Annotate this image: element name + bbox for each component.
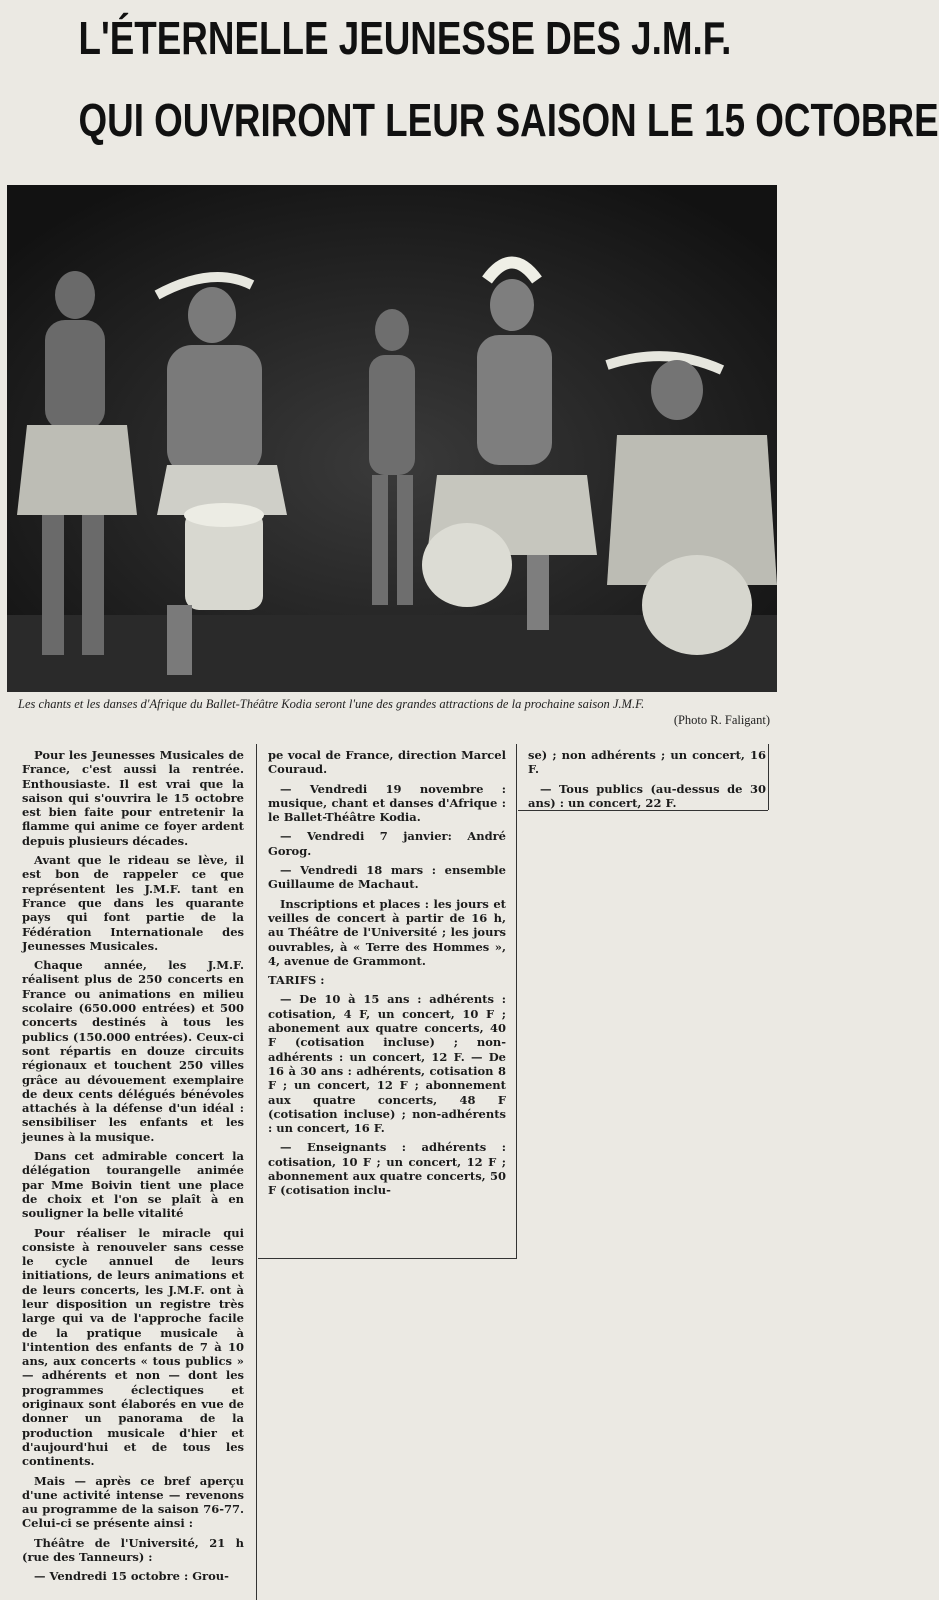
headline-line-1: L'ÉTERNELLE JEUNESSE DES J.M.F. xyxy=(78,12,732,64)
paragraph: Théâtre de l'Université, 21 h (rue des Tanneurs) : xyxy=(22,1535,244,1565)
photo-illustration xyxy=(7,185,777,692)
column-end-rule xyxy=(518,810,768,811)
paragraph: — Enseignants : adhérents : cotisation, 10 F ; un concert, 12 F ; abonnement aux quatre concerts, 50 F (cotisation inclu- xyxy=(268,1140,506,1198)
paragraph: Mais — après ce bref aperçu d'une activité intense — revenons au programme de la saison 76-77. Celui-ci se présente ainsi : xyxy=(22,1473,244,1531)
column-rule xyxy=(516,744,517,1259)
paragraph: — De 10 à 15 ans : adhérents : cotisation, 4 F, un concert, 10 F ; abonement aux quatre concerts, 40 F (cotisation incluse) ; non-adhérents : un concert, 12 F. — De 16 à 30 ans : adhérents, cotisation 8 F ; un concert, 12 F ; abonnement aux quatre concerts, 48 F (cotisation incluse) ; non-adhérents : un concert, 16 F. xyxy=(268,992,506,1136)
paragraph: Avant que le rideau se lève, il est bon de rappeler ce que représentent les J.M.F. tant en France que dans les quarante pays qui font partie de la Fédération Internationale des Jeunesses Musicales. xyxy=(22,853,244,953)
headline-line-2: QUI OUVRIRONT LEUR SAISON LE 15 OCTOBRE xyxy=(78,94,939,146)
photo-caption: Les chants et les danses d'Afrique du Ballet-Théâtre Kodia seront l'une des grandes attractions de la prochaine saison J.M.F. xyxy=(18,697,645,711)
paragraph: — Tous publics (au-dessus de 30 ans) : un concert, 22 F. xyxy=(528,781,766,810)
tarifs-heading: TARIFS : xyxy=(268,973,325,988)
paragraph: — Vendredi 19 novembre : musique, chant et danses d'Afrique : le Ballet-Théâtre Kodia. xyxy=(268,781,506,825)
paragraph: — Vendredi 7 janvier: André Gorog. xyxy=(268,829,506,858)
paragraph: — Vendredi 15 octobre : Grou- xyxy=(34,1569,229,1584)
column-rule xyxy=(256,744,257,1600)
column-rule xyxy=(768,744,769,810)
paragraph: pe vocal de France, direction Marcel Couraud. xyxy=(268,748,506,777)
paragraph: Chaque année, les J.M.F. réalisent plus de 250 concerts en France ou animations en milieu scolaire (650.000 entrées) et 500 concerts destinés à tous les publics (150.000 entrées). Ceux-ci sont répartis en douze circuits régionaux et touchent 250 villes grâce au dévouement exemplaire de deux cents délégués bénévoles attachés à la défense d'un idéal : sensibiliser les enfants et les jeunes à la musique. xyxy=(22,958,244,1144)
paragraph: Dans cet admirable concert la délégation tourangelle animée par Mme Boivin tient une place de choix et l'on se plaît à en souligner la belle vitalité xyxy=(22,1149,244,1221)
column-end-rule xyxy=(258,1258,516,1259)
paragraph: Pour réaliser le miracle qui consiste à renouveler sans cesse le cycle annuel de leurs initiations, de leurs animations et de leurs concerts, les J.M.F. ont à leur disposition un registre très large qui va de l'approche facile de la pratique musicale à l'intention des enfants de 7 à 10 ans, aux concerts « tous publics » — adhérents et non — dont les programmes éclectiques et originaux sont élaborés en vue de donner un panorama de la production musicale d'hier et d'aujourd'hui et de tous les continents. xyxy=(22,1225,244,1469)
photo-credit: (Photo R. Faligant) xyxy=(673,713,770,727)
paragraph: Inscriptions et places : les jours et veilles de concert à partir de 16 h, au Théâtre de l'Université ; les jours ouvrables, à « Terre des Hommes », 4, avenue de Grammont. xyxy=(268,896,506,968)
paragraph: Pour les Jeunesses Musicales de France, c'est aussi la rentrée. Enthousiaste. Il est vrai que la saison qui s'ouvrira le 15 octobre est bien faite pour entretenir la flamme qui anime ce foyer ardent depuis plusieurs décades. xyxy=(22,748,244,848)
paragraph: se) ; non adhérents ; un concert, 16 F. xyxy=(528,748,766,777)
article-column-2 xyxy=(268,748,506,1203)
paragraph: — Vendredi 18 mars : ensemble Guillaume de Machaut. xyxy=(268,863,506,892)
article-column-1 xyxy=(22,748,244,1589)
article-column-3 xyxy=(528,748,766,815)
dancers-photo xyxy=(7,185,777,692)
